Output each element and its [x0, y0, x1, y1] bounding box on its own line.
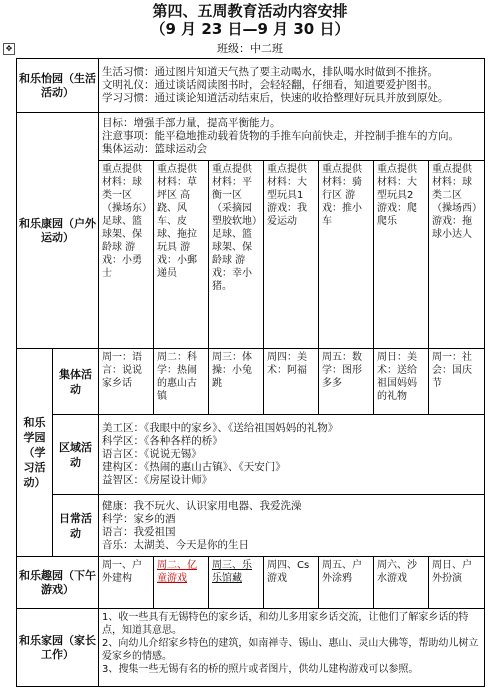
list-item: 健康：我不玩火、认识家用电器、我爱洗澡 — [102, 499, 302, 512]
family-content — [99, 609, 485, 687]
group-activity-cell: 周五：数学：图形多多 — [319, 349, 374, 415]
fun-row — [17, 557, 485, 609]
table-move-handle-icon[interactable]: ✥ — [3, 43, 15, 55]
area-activity-content — [99, 415, 485, 495]
material-cell: 重点提供材料：球类一区（操场东）足球、篮球架、保龄球 游戏：小勇士 — [99, 161, 154, 349]
list-item: 1、收一些具有无锡特色的家乡话，和幼儿多用家乡话交流，让他们了解家乡话的特点，知道其意思。 — [102, 612, 469, 636]
material-cell: 重点提供材料：大型玩具1 游戏：我爱运动 — [264, 161, 319, 349]
group-activity-cell: 周四：美术：阿福 — [264, 349, 319, 415]
fun-day-cell: 周五、户外涂鸦 — [319, 557, 374, 609]
life-manners: 文明礼仪：通过谈话阅读图书时，会轻轻翻，仔细看，知道要爱护图书。 — [102, 79, 438, 91]
list-item: 语言：我爱祖国 — [102, 525, 176, 538]
group-activity-cell: 周三：体操：小兔跳 — [209, 349, 264, 415]
life-section-label: 和乐怡园（生活活动） — [17, 59, 99, 113]
list-item: 美工区：《我眼中的家乡》、《送给祖国妈妈的礼物》 — [102, 422, 339, 434]
fun-day-cell: 周一、户外建构 — [99, 557, 154, 609]
life-section — [17, 59, 485, 113]
health-goal: 目标：增强手部力量，提高平衡能力。 — [102, 117, 281, 129]
class-label: 班级：中二班 — [217, 42, 283, 55]
material-cell: 重点提供材料：草坪区 高跷、风车、皮球、拖拉玩具 游戏：小郵递员 — [154, 161, 209, 349]
daily-activity-label: 日常活动 — [53, 495, 99, 557]
list-item: 音乐：太湖美、今天是你的生日 — [102, 538, 249, 551]
material-cell: 重点提供材料：球类二区（操场西）游戏：拖球小达人 — [429, 161, 485, 349]
page-title: 第四、五周教育活动内容安排 — [152, 2, 348, 20]
area-activity-label: 区域活动 — [53, 415, 99, 495]
material-cell: 重点提供材料：骑行区 游戏：推小车 — [319, 161, 374, 349]
family-row — [17, 609, 485, 687]
health-group-activity: 集体运动：篮球运动会 — [102, 143, 207, 155]
list-item: 科学区：《各种各样的桥》 — [102, 435, 223, 447]
life-study-habit: 学习习惯：通过谈论知道活动结束后，快速的收拾整理好玩具并放到原处。 — [102, 92, 449, 104]
life-habit: 生活习惯：通过图片知道天气热了要主动喝水，排队喝水时做到不推挤。 — [102, 66, 438, 78]
health-goals — [99, 113, 485, 161]
group-activity-cell: 周日：美术：送给祖国妈妈的礼物 — [374, 349, 429, 415]
health-note: 注意事项：能平稳地推动载着货物的手推车向前快走，并控制手推车的方向。 — [102, 130, 459, 142]
learning-daily-row — [17, 495, 485, 557]
fun-day-cell: 周日、户外扮演 — [429, 557, 485, 609]
fun-day-cell: 周六、沙水游戏 — [374, 557, 429, 609]
family-section-label: 和乐家园（家长工作） — [17, 609, 99, 687]
list-item: 3、搜集一些无锡有名的桥的照片或者图片，供幼儿建构游戏可以参照。 — [102, 664, 419, 675]
health-section-label: 和乐康园（户外运动） — [17, 113, 99, 349]
learning-group-row — [17, 349, 485, 415]
list-item: 益智区：《房屋设计师》 — [102, 474, 213, 486]
schedule-table — [16, 58, 485, 687]
list-item: 建构区：《热闹的惠山古镇》、《天安门》 — [102, 461, 286, 473]
learning-section-label: 和乐学园（学习活动） — [17, 349, 53, 557]
date-range: （9 月 23 日—9 月 30 日） — [150, 20, 350, 38]
group-activity-cell: 周二：科学：热闹的惠山古镇 — [154, 349, 209, 415]
material-cell: 重点提供材料：大型玩具2 游戏：爬爬乐 — [374, 161, 429, 349]
learning-area-row — [17, 415, 485, 495]
fun-day-cell: 周四、Cs 游戏 — [264, 557, 319, 609]
list-item: 科学：家乡的酒 — [102, 512, 176, 525]
material-cell: 重点提供材料：平衡一区（采摘园塑胶软地）足球、篮球架、保龄球 游戏：幸小猪。 — [209, 161, 264, 349]
fun-section-label: 和乐趣园（下午游戏） — [17, 557, 99, 609]
list-item: 2、向幼儿介绍家乡特色的建筑，如南禅寺、锡山、惠山、灵山大佛等，帮助幼儿树立爱家乡的情感。 — [102, 638, 479, 662]
health-goals-row — [17, 113, 485, 161]
life-content — [99, 59, 485, 113]
list-item: 语言区：《说说无锡》 — [102, 448, 202, 460]
group-activity-cell: 周一：社会：国庆节 — [429, 349, 485, 415]
group-activity-cell: 周一：语言：说说家乡话 — [99, 349, 154, 415]
group-activity-label: 集体活动 — [53, 349, 99, 415]
fun-day-cell: 周三、乐乐馆藏 — [209, 557, 264, 609]
daily-activity-content — [99, 495, 485, 557]
fun-day-cell: 周二、亿童游戏 — [154, 557, 209, 609]
